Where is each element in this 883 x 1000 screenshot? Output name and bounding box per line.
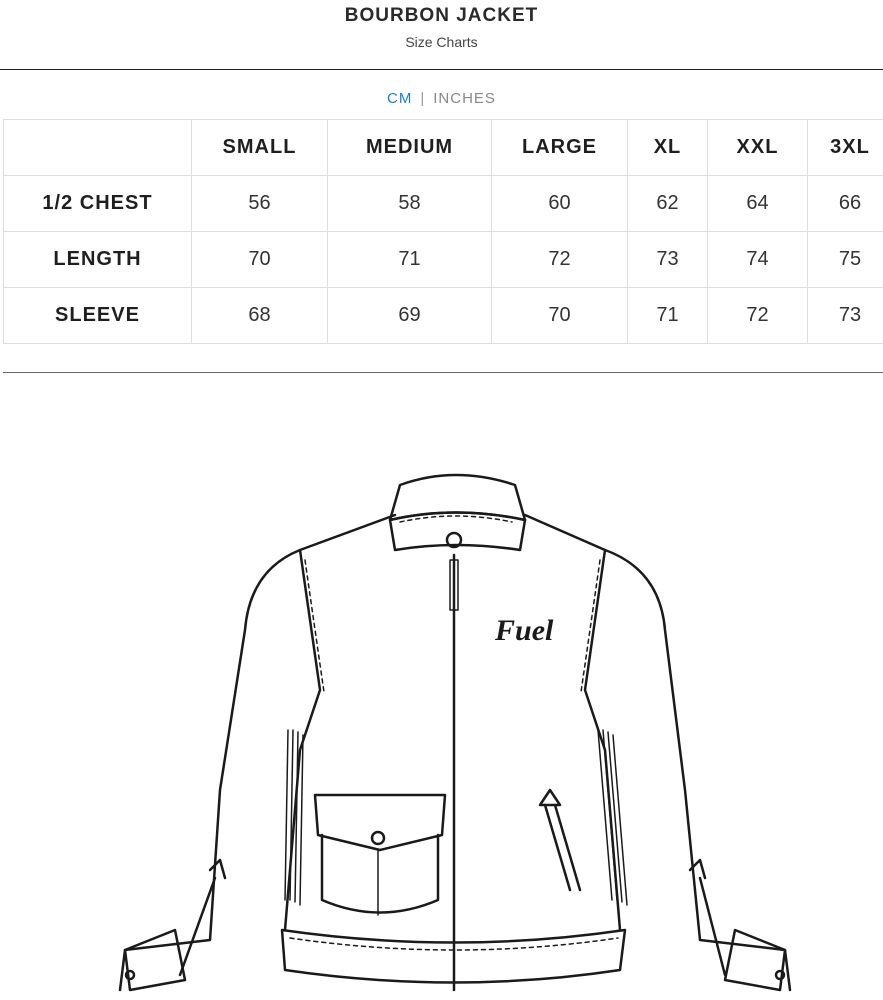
page-header (0, 0, 883, 70)
table-row (4, 232, 883, 288)
unit-cm-button[interactable]: CM (387, 90, 413, 107)
column-header-small: SMALL (192, 120, 328, 176)
unit-inches-button[interactable]: INCHES (433, 90, 496, 107)
table-cell: 71 (628, 288, 708, 344)
table-cell: 71 (328, 232, 492, 288)
table-cell: 73 (808, 288, 883, 344)
column-header-3xl: 3XL (808, 120, 883, 176)
table-row (4, 176, 883, 232)
table-cell: 58 (328, 176, 492, 232)
table-header-row (4, 120, 883, 176)
table-cell: 62 (628, 176, 708, 232)
column-header-empty (4, 120, 192, 176)
table-cell: 70 (492, 288, 628, 344)
logo-text: Fuel (495, 614, 554, 647)
row-header-chest: 1/2 CHEST (4, 176, 192, 232)
table-cell: 56 (192, 176, 328, 232)
table-cell: 69 (328, 288, 492, 344)
unit-separator: | (420, 90, 426, 107)
table-cell: 72 (492, 232, 628, 288)
column-header-large: LARGE (492, 120, 628, 176)
row-header-sleeve: SLEEVE (4, 288, 192, 344)
row-header-length: LENGTH (4, 232, 192, 288)
size-chart-table (3, 119, 883, 344)
table-cell: 68 (192, 288, 328, 344)
table-cell: 72 (708, 288, 808, 344)
column-header-medium: MEDIUM (328, 120, 492, 176)
table-cell: 73 (628, 232, 708, 288)
table-cell: 70 (192, 232, 328, 288)
table-cell: 74 (708, 232, 808, 288)
column-header-xl: XL (628, 120, 708, 176)
table-cell: 75 (808, 232, 883, 288)
section-divider (3, 372, 883, 373)
column-header-xxl: XXL (708, 120, 808, 176)
unit-toggle (0, 90, 883, 107)
table-cell: 64 (708, 176, 808, 232)
table-cell: 60 (492, 176, 628, 232)
table-cell: 66 (808, 176, 883, 232)
jacket-illustration-icon (100, 460, 800, 1000)
table-row (4, 288, 883, 344)
page-title: BOURBON JACKET (344, 5, 539, 26)
page-subtitle: Size Charts (405, 34, 478, 50)
